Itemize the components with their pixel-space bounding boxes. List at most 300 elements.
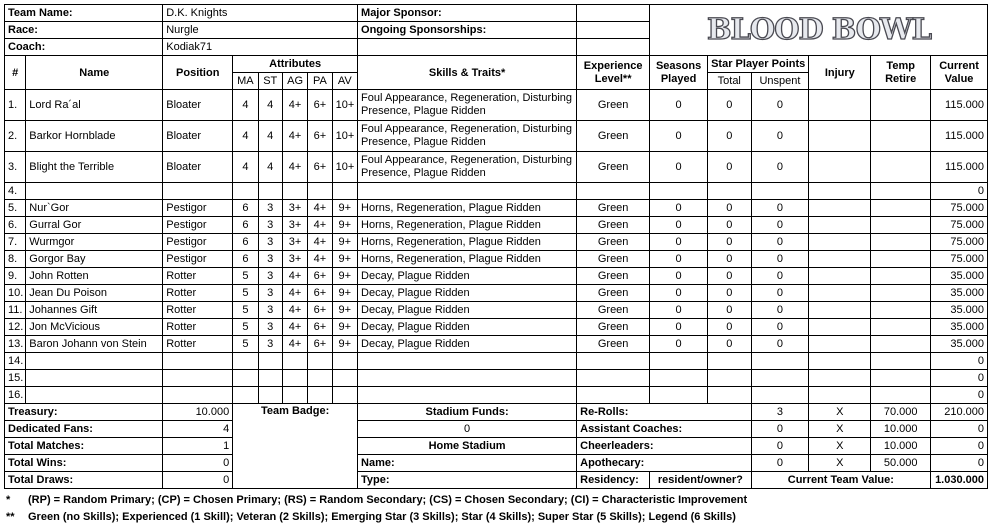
player-spp-unspent[interactable]: 0: [751, 251, 809, 268]
player-ma[interactable]: 5: [233, 285, 258, 302]
player-seasons[interactable]: 0: [650, 268, 708, 285]
player-spp-total[interactable]: 0: [707, 90, 751, 121]
player-spp-unspent[interactable]: 0: [751, 90, 809, 121]
player-pa[interactable]: 4+: [308, 217, 332, 234]
player-temp-retire[interactable]: [871, 234, 931, 251]
footnote-text: Green (no Skills); Experienced (1 Skill); Veteran (2 Skills); Emerging Star (3 Skills); Star (4 Skills); Super Star (5 Skills); Legend (6 Skills): [28, 511, 736, 523]
player-name[interactable]: Johannes Gift: [26, 302, 163, 319]
race-value[interactable]: Nurgle: [163, 22, 358, 39]
player-num[interactable]: 13.: [5, 336, 26, 353]
cheerleaders-qty[interactable]: 0: [751, 438, 809, 455]
player-experience[interactable]: Green: [577, 251, 650, 268]
player-injury[interactable]: [809, 336, 871, 353]
table-row: [5, 302, 988, 319]
player-current-value[interactable]: 35.000: [931, 268, 988, 285]
player-av[interactable]: [332, 370, 357, 387]
player-temp-retire[interactable]: [871, 268, 931, 285]
player-experience[interactable]: Green: [577, 336, 650, 353]
player-position[interactable]: Pestigor: [163, 217, 233, 234]
footnote-experience: [6, 511, 736, 523]
player-current-value[interactable]: 35.000: [931, 336, 988, 353]
player-skills[interactable]: Horns, Regeneration, Plague Ridden: [358, 234, 577, 251]
player-position[interactable]: Pestigor: [163, 251, 233, 268]
player-av[interactable]: 9+: [332, 251, 357, 268]
footnote-mark: *: [6, 494, 11, 506]
player-position[interactable]: Pestigor: [163, 200, 233, 217]
player-ag[interactable]: [282, 387, 307, 404]
player-skills[interactable]: Foul Appearance, Regeneration, Disturbing Presence, Plague Ridden: [358, 90, 577, 121]
coaches-cost: 10.000: [871, 421, 931, 438]
player-av[interactable]: 9+: [332, 268, 357, 285]
player-experience[interactable]: [577, 387, 650, 404]
col-num-header: #: [5, 56, 26, 90]
player-st[interactable]: [258, 353, 282, 370]
player-name[interactable]: Jean Du Poison: [26, 285, 163, 302]
player-skills[interactable]: [358, 353, 577, 370]
table-row: [5, 268, 988, 285]
player-num[interactable]: 7.: [5, 234, 26, 251]
player-ag[interactable]: 4+: [282, 152, 307, 183]
player-spp-unspent[interactable]: 0: [751, 234, 809, 251]
matches-value[interactable]: 1: [163, 438, 233, 455]
col-seasons-header: Seasons Played: [650, 56, 708, 90]
player-pa[interactable]: 6+: [308, 336, 332, 353]
player-pa[interactable]: 6+: [308, 152, 332, 183]
player-experience[interactable]: [577, 353, 650, 370]
major-sponsor-value[interactable]: [577, 5, 650, 22]
player-ag[interactable]: 4+: [282, 302, 307, 319]
col-temp-retire-header: Temp Retire: [871, 56, 931, 90]
player-skills[interactable]: [358, 387, 577, 404]
player-temp-retire[interactable]: [871, 251, 931, 268]
player-ma[interactable]: 5: [233, 319, 258, 336]
player-seasons[interactable]: [650, 370, 708, 387]
player-pa[interactable]: 4+: [308, 200, 332, 217]
player-injury[interactable]: [809, 302, 871, 319]
player-temp-retire[interactable]: [871, 285, 931, 302]
player-ag[interactable]: 4+: [282, 319, 307, 336]
player-temp-retire[interactable]: [871, 319, 931, 336]
player-pa[interactable]: [308, 183, 332, 200]
player-ag[interactable]: 3+: [282, 217, 307, 234]
player-pa[interactable]: 6+: [308, 121, 332, 152]
player-spp-total[interactable]: 0: [707, 319, 751, 336]
rerolls-total: 210.000: [931, 404, 988, 421]
player-name[interactable]: Baron Johann von Stein: [26, 336, 163, 353]
player-skills[interactable]: Horns, Regeneration, Plague Ridden: [358, 251, 577, 268]
player-pa[interactable]: 6+: [308, 90, 332, 121]
player-current-value[interactable]: 35.000: [931, 319, 988, 336]
player-experience[interactable]: Green: [577, 217, 650, 234]
player-ag[interactable]: 4+: [282, 268, 307, 285]
player-skills[interactable]: Horns, Regeneration, Plague Ridden: [358, 200, 577, 217]
player-experience[interactable]: Green: [577, 121, 650, 152]
player-injury[interactable]: [809, 90, 871, 121]
player-ag[interactable]: 3+: [282, 234, 307, 251]
treasury-value[interactable]: 10.000: [163, 404, 233, 421]
table-row: [5, 234, 988, 251]
player-skills[interactable]: Decay, Plague Ridden: [358, 302, 577, 319]
player-ag[interactable]: [282, 353, 307, 370]
player-seasons[interactable]: 0: [650, 121, 708, 152]
player-current-value[interactable]: 0: [931, 370, 988, 387]
wins-value[interactable]: 0: [163, 455, 233, 472]
player-position[interactable]: [163, 183, 233, 200]
player-temp-retire[interactable]: [871, 353, 931, 370]
player-st[interactable]: [258, 370, 282, 387]
player-spp-unspent[interactable]: 0: [751, 152, 809, 183]
player-experience[interactable]: [577, 183, 650, 200]
major-sponsor-label: Major Sponsor:: [358, 5, 577, 22]
player-ma[interactable]: 4: [233, 152, 258, 183]
coach-value[interactable]: Kodiak71: [163, 39, 358, 56]
player-st[interactable]: 3: [258, 285, 282, 302]
player-spp-total[interactable]: 0: [707, 285, 751, 302]
blood-bowl-logo-icon: [706, 6, 931, 50]
player-ma[interactable]: 5: [233, 268, 258, 285]
player-name[interactable]: Gorgor Bay: [26, 251, 163, 268]
player-temp-retire[interactable]: [871, 336, 931, 353]
player-av[interactable]: 9+: [332, 319, 357, 336]
player-injury[interactable]: [809, 353, 871, 370]
team-name-value[interactable]: D.K. Knights: [163, 5, 358, 22]
player-num[interactable]: 5.: [5, 200, 26, 217]
coaches-qty[interactable]: 0: [751, 421, 809, 438]
player-ma[interactable]: 6: [233, 217, 258, 234]
player-seasons[interactable]: [650, 183, 708, 200]
player-pa[interactable]: [308, 387, 332, 404]
player-temp-retire[interactable]: [871, 152, 931, 183]
player-num[interactable]: 3.: [5, 152, 26, 183]
player-injury[interactable]: [809, 200, 871, 217]
player-st[interactable]: 4: [258, 152, 282, 183]
player-spp-unspent[interactable]: 0: [751, 268, 809, 285]
stadium-type-label: Type:: [358, 472, 577, 489]
player-ma[interactable]: 6: [233, 251, 258, 268]
player-skills[interactable]: Decay, Plague Ridden: [358, 319, 577, 336]
player-temp-retire[interactable]: [871, 121, 931, 152]
player-seasons[interactable]: 0: [650, 152, 708, 183]
player-injury[interactable]: [809, 121, 871, 152]
stadium-funds-value[interactable]: 0: [358, 421, 577, 438]
player-av[interactable]: 9+: [332, 336, 357, 353]
player-ma[interactable]: 6: [233, 234, 258, 251]
player-num[interactable]: 8.: [5, 251, 26, 268]
player-st[interactable]: 3: [258, 200, 282, 217]
player-spp-total[interactable]: 0: [707, 200, 751, 217]
player-spp-total[interactable]: 0: [707, 268, 751, 285]
player-current-value[interactable]: 115.000: [931, 90, 988, 121]
player-st[interactable]: 3: [258, 319, 282, 336]
player-position[interactable]: [163, 387, 233, 404]
player-spp-unspent[interactable]: [751, 183, 809, 200]
player-spp-unspent[interactable]: 0: [751, 285, 809, 302]
player-ag[interactable]: 3+: [282, 251, 307, 268]
player-st[interactable]: 3: [258, 268, 282, 285]
player-ag[interactable]: [282, 183, 307, 200]
player-temp-retire[interactable]: [871, 217, 931, 234]
player-current-value[interactable]: 75.000: [931, 200, 988, 217]
player-spp-unspent[interactable]: 0: [751, 319, 809, 336]
player-num[interactable]: 9.: [5, 268, 26, 285]
player-position[interactable]: Rotter: [163, 285, 233, 302]
player-current-value[interactable]: 115.000: [931, 121, 988, 152]
player-experience[interactable]: Green: [577, 302, 650, 319]
player-name[interactable]: Barkor Hornblade: [26, 121, 163, 152]
player-current-value[interactable]: 75.000: [931, 251, 988, 268]
player-ma[interactable]: 4: [233, 121, 258, 152]
player-pa[interactable]: 4+: [308, 251, 332, 268]
player-injury[interactable]: [809, 152, 871, 183]
player-pa[interactable]: 4+: [308, 234, 332, 251]
col-attributes-header: Attributes: [233, 56, 358, 73]
player-name[interactable]: Blight the Terrible: [26, 152, 163, 183]
player-ma[interactable]: [233, 353, 258, 370]
player-num[interactable]: 2.: [5, 121, 26, 152]
player-name[interactable]: John Rotten: [26, 268, 163, 285]
player-injury[interactable]: [809, 251, 871, 268]
player-experience[interactable]: Green: [577, 200, 650, 217]
player-ma[interactable]: 6: [233, 200, 258, 217]
rerolls-qty[interactable]: 3: [751, 404, 809, 421]
player-spp-total[interactable]: 0: [707, 152, 751, 183]
player-seasons[interactable]: 0: [650, 200, 708, 217]
player-temp-retire[interactable]: [871, 302, 931, 319]
player-spp-total[interactable]: [707, 353, 751, 370]
player-current-value[interactable]: 35.000: [931, 285, 988, 302]
player-skills[interactable]: Foul Appearance, Regeneration, Disturbing Presence, Plague Ridden: [358, 121, 577, 152]
player-av[interactable]: 9+: [332, 217, 357, 234]
coaches-x: X: [809, 421, 871, 438]
apothecary-qty[interactable]: 0: [751, 455, 809, 472]
player-num[interactable]: 15.: [5, 370, 26, 387]
player-av[interactable]: 10+: [332, 121, 357, 152]
player-position[interactable]: Rotter: [163, 319, 233, 336]
table-row: [5, 251, 988, 268]
player-experience[interactable]: [577, 370, 650, 387]
player-injury[interactable]: [809, 370, 871, 387]
residency-value[interactable]: resident/owner?: [650, 472, 751, 489]
player-st[interactable]: [258, 387, 282, 404]
player-seasons[interactable]: 0: [650, 251, 708, 268]
col-experience-header: Experience Level**: [577, 56, 650, 90]
player-ma[interactable]: 5: [233, 336, 258, 353]
player-st[interactable]: 4: [258, 121, 282, 152]
player-injury[interactable]: [809, 217, 871, 234]
player-seasons[interactable]: 0: [650, 285, 708, 302]
player-pa[interactable]: 6+: [308, 268, 332, 285]
player-current-value[interactable]: 0: [931, 387, 988, 404]
player-spp-total[interactable]: 0: [707, 217, 751, 234]
player-seasons[interactable]: 0: [650, 90, 708, 121]
player-experience[interactable]: Green: [577, 234, 650, 251]
player-spp-unspent[interactable]: 0: [751, 217, 809, 234]
col-ag-header: AG: [282, 73, 307, 90]
col-position-header: Position: [163, 56, 233, 90]
player-skills[interactable]: Decay, Plague Ridden: [358, 285, 577, 302]
player-num[interactable]: 1.: [5, 90, 26, 121]
player-injury[interactable]: [809, 268, 871, 285]
player-experience[interactable]: Green: [577, 319, 650, 336]
player-skills[interactable]: Decay, Plague Ridden: [358, 268, 577, 285]
player-spp-total[interactable]: [707, 183, 751, 200]
player-current-value[interactable]: 75.000: [931, 217, 988, 234]
table-row: [5, 387, 988, 404]
player-spp-total[interactable]: 0: [707, 121, 751, 152]
player-name[interactable]: Lord Ra´al: [26, 90, 163, 121]
player-skills[interactable]: Decay, Plague Ridden: [358, 336, 577, 353]
player-st[interactable]: 3: [258, 302, 282, 319]
player-experience[interactable]: Green: [577, 268, 650, 285]
player-position[interactable]: Rotter: [163, 268, 233, 285]
player-spp-unspent[interactable]: [751, 387, 809, 404]
player-position[interactable]: [163, 370, 233, 387]
player-ma[interactable]: 5: [233, 302, 258, 319]
player-spp-unspent[interactable]: 0: [751, 302, 809, 319]
player-injury[interactable]: [809, 285, 871, 302]
player-experience[interactable]: Green: [577, 285, 650, 302]
player-ag[interactable]: 4+: [282, 336, 307, 353]
current-team-value-label: Current Team Value:: [751, 472, 931, 489]
player-position[interactable]: Bloater: [163, 90, 233, 121]
col-ma-header: MA: [233, 73, 258, 90]
player-current-value[interactable]: 0: [931, 183, 988, 200]
player-position[interactable]: Pestigor: [163, 234, 233, 251]
player-seasons[interactable]: 0: [650, 217, 708, 234]
player-num[interactable]: 4.: [5, 183, 26, 200]
player-pa[interactable]: 6+: [308, 302, 332, 319]
player-name[interactable]: Gurral Gor: [26, 217, 163, 234]
player-ag[interactable]: 4+: [282, 90, 307, 121]
player-pa[interactable]: 6+: [308, 319, 332, 336]
player-spp-unspent[interactable]: [751, 370, 809, 387]
player-num[interactable]: 12.: [5, 319, 26, 336]
fans-value[interactable]: 4: [163, 421, 233, 438]
player-name[interactable]: [26, 370, 163, 387]
player-injury[interactable]: [809, 183, 871, 200]
player-temp-retire[interactable]: [871, 387, 931, 404]
player-spp-total[interactable]: 0: [707, 234, 751, 251]
player-name[interactable]: [26, 387, 163, 404]
ongoing-sponsorships-value[interactable]: [577, 22, 650, 39]
player-name[interactable]: Nur`Gor: [26, 200, 163, 217]
player-av[interactable]: [332, 183, 357, 200]
player-position[interactable]: Rotter: [163, 336, 233, 353]
player-current-value[interactable]: 0: [931, 353, 988, 370]
player-position[interactable]: Rotter: [163, 302, 233, 319]
player-position[interactable]: Bloater: [163, 121, 233, 152]
player-skills[interactable]: Horns, Regeneration, Plague Ridden: [358, 217, 577, 234]
player-current-value[interactable]: 75.000: [931, 234, 988, 251]
player-spp-unspent[interactable]: 0: [751, 336, 809, 353]
player-temp-retire[interactable]: [871, 183, 931, 200]
player-injury[interactable]: [809, 234, 871, 251]
player-seasons[interactable]: [650, 353, 708, 370]
player-num[interactable]: 11.: [5, 302, 26, 319]
player-st[interactable]: [258, 183, 282, 200]
player-spp-unspent[interactable]: [751, 353, 809, 370]
player-position[interactable]: Bloater: [163, 152, 233, 183]
player-seasons[interactable]: [650, 387, 708, 404]
player-spp-unspent[interactable]: 0: [751, 121, 809, 152]
player-av[interactable]: 9+: [332, 234, 357, 251]
player-st[interactable]: 3: [258, 234, 282, 251]
player-st[interactable]: 3: [258, 336, 282, 353]
player-num[interactable]: 16.: [5, 387, 26, 404]
player-current-value[interactable]: 115.000: [931, 152, 988, 183]
player-av[interactable]: 9+: [332, 285, 357, 302]
player-spp-total[interactable]: [707, 387, 751, 404]
coach-label: Coach:: [5, 39, 163, 56]
player-av[interactable]: 10+: [332, 152, 357, 183]
stadium-funds-label: Stadium Funds:: [358, 404, 577, 421]
player-name[interactable]: [26, 353, 163, 370]
col-av-header: AV: [332, 73, 357, 90]
player-pa[interactable]: [308, 370, 332, 387]
rerolls-x: X: [809, 404, 871, 421]
player-av[interactable]: [332, 387, 357, 404]
player-pa[interactable]: 6+: [308, 285, 332, 302]
player-num[interactable]: 6.: [5, 217, 26, 234]
player-av[interactable]: 10+: [332, 90, 357, 121]
player-seasons[interactable]: 0: [650, 319, 708, 336]
player-injury[interactable]: [809, 319, 871, 336]
player-pa[interactable]: [308, 353, 332, 370]
player-injury[interactable]: [809, 387, 871, 404]
player-skills[interactable]: [358, 370, 577, 387]
player-st[interactable]: 3: [258, 251, 282, 268]
player-ag[interactable]: 4+: [282, 285, 307, 302]
player-name[interactable]: Wurmgor: [26, 234, 163, 251]
player-ag[interactable]: [282, 370, 307, 387]
player-temp-retire[interactable]: [871, 90, 931, 121]
player-seasons[interactable]: 0: [650, 234, 708, 251]
player-spp-unspent[interactable]: 0: [751, 200, 809, 217]
player-st[interactable]: 4: [258, 90, 282, 121]
player-skills[interactable]: [358, 183, 577, 200]
player-temp-retire[interactable]: [871, 200, 931, 217]
player-st[interactable]: 3: [258, 217, 282, 234]
player-num[interactable]: 10.: [5, 285, 26, 302]
player-seasons[interactable]: 0: [650, 302, 708, 319]
player-av[interactable]: [332, 353, 357, 370]
player-position[interactable]: [163, 353, 233, 370]
player-ma[interactable]: 4: [233, 90, 258, 121]
player-experience[interactable]: Green: [577, 152, 650, 183]
player-seasons[interactable]: 0: [650, 336, 708, 353]
player-skills[interactable]: Foul Appearance, Regeneration, Disturbing Presence, Plague Ridden: [358, 152, 577, 183]
player-av[interactable]: 9+: [332, 302, 357, 319]
player-current-value[interactable]: 35.000: [931, 302, 988, 319]
draws-value[interactable]: 0: [163, 472, 233, 489]
player-spp-total[interactable]: 0: [707, 251, 751, 268]
player-spp-total[interactable]: 0: [707, 302, 751, 319]
player-spp-total[interactable]: [707, 370, 751, 387]
player-ag[interactable]: 3+: [282, 200, 307, 217]
col-injury-header: Injury: [809, 56, 871, 90]
player-name[interactable]: Jon McVicious: [26, 319, 163, 336]
player-name[interactable]: [26, 183, 163, 200]
player-ag[interactable]: 4+: [282, 121, 307, 152]
player-ma[interactable]: [233, 387, 258, 404]
player-ma[interactable]: [233, 183, 258, 200]
player-ma[interactable]: [233, 370, 258, 387]
player-temp-retire[interactable]: [871, 370, 931, 387]
player-num[interactable]: 14.: [5, 353, 26, 370]
player-spp-total[interactable]: 0: [707, 336, 751, 353]
player-av[interactable]: 9+: [332, 200, 357, 217]
player-experience[interactable]: Green: [577, 90, 650, 121]
